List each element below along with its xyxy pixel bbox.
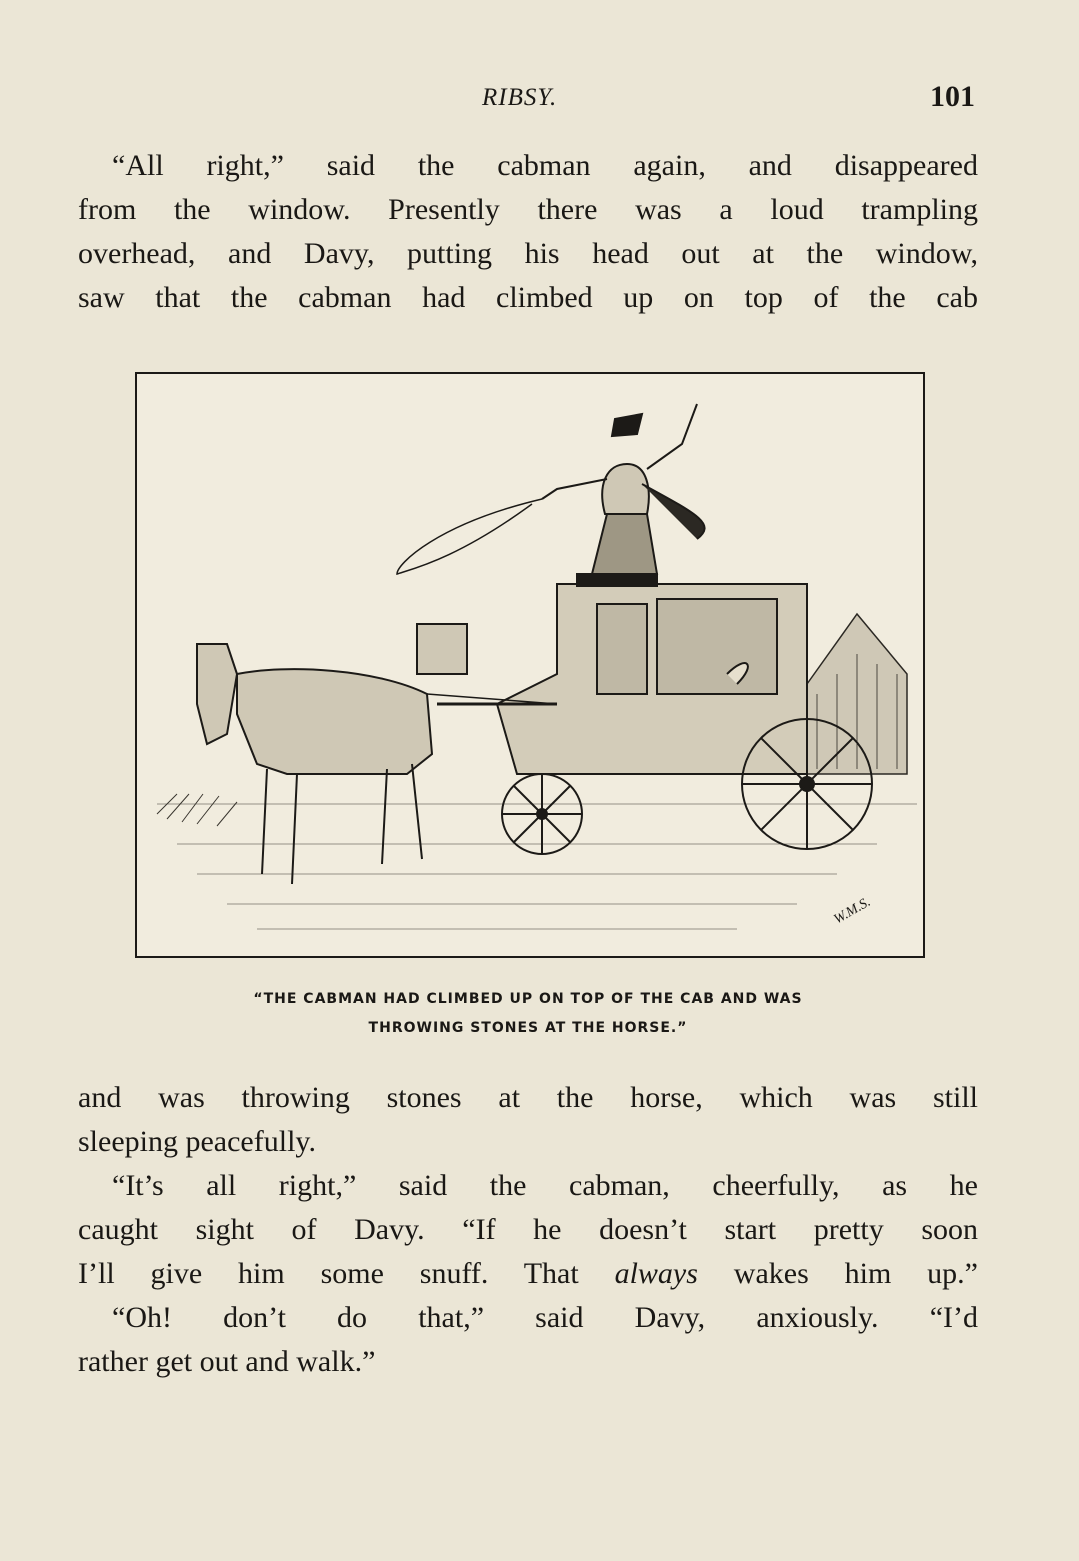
- text-line: and was throwing stones at the horse, which was still: [78, 1081, 978, 1114]
- page-number: 101: [930, 80, 975, 113]
- illustration: [135, 372, 925, 958]
- horse-drawing: [197, 644, 557, 884]
- running-head: [0, 80, 1079, 120]
- text-line: rather get out and walk.”: [78, 1345, 376, 1378]
- text-line: “Oh! don’t do that,” said Davy, anxiously. “I’d: [112, 1301, 978, 1334]
- text-line: saw that the cabman had climbed up on top of the cab: [78, 281, 978, 314]
- running-title: RIBSY.: [482, 84, 558, 111]
- text-line: overhead, and Davy, putting his head out at the window,: [78, 237, 978, 270]
- cabman-figure: [397, 404, 705, 586]
- cab-engraving: [137, 374, 923, 956]
- text-fragment: wakes him up.”: [697, 1257, 978, 1290]
- text-line: from the window. Presently there was a loud trampling: [78, 193, 978, 226]
- paragraph-top: [78, 144, 978, 320]
- text-fragment: I’ll give him some snuff. That: [78, 1257, 615, 1290]
- cab-drawing: [417, 584, 872, 854]
- emphasized-word: always: [614, 1257, 698, 1290]
- text-line: [78, 1252, 978, 1296]
- illustration-caption: [140, 985, 916, 1043]
- caption-line: THROWING STONES AT THE HORSE.”: [368, 1020, 688, 1036]
- background-building: [807, 614, 907, 774]
- text-line: “It’s all right,” said the cabman, cheerfully, as he: [112, 1169, 978, 1202]
- text-line: sleeping peacefully.: [78, 1125, 316, 1158]
- paragraph-bottom: [78, 1076, 978, 1384]
- engraver-signature: [832, 895, 874, 928]
- caption-line: “THE CABMAN HAD CLIMBED UP ON TOP OF THE CAB AND WAS: [253, 991, 803, 1007]
- text-line: “All right,” said the cabman again, and disappeared: [112, 149, 978, 182]
- text-line: caught sight of Davy. “If he doesn’t start pretty soon: [78, 1213, 978, 1246]
- signature-text: W.M.S.: [831, 894, 874, 928]
